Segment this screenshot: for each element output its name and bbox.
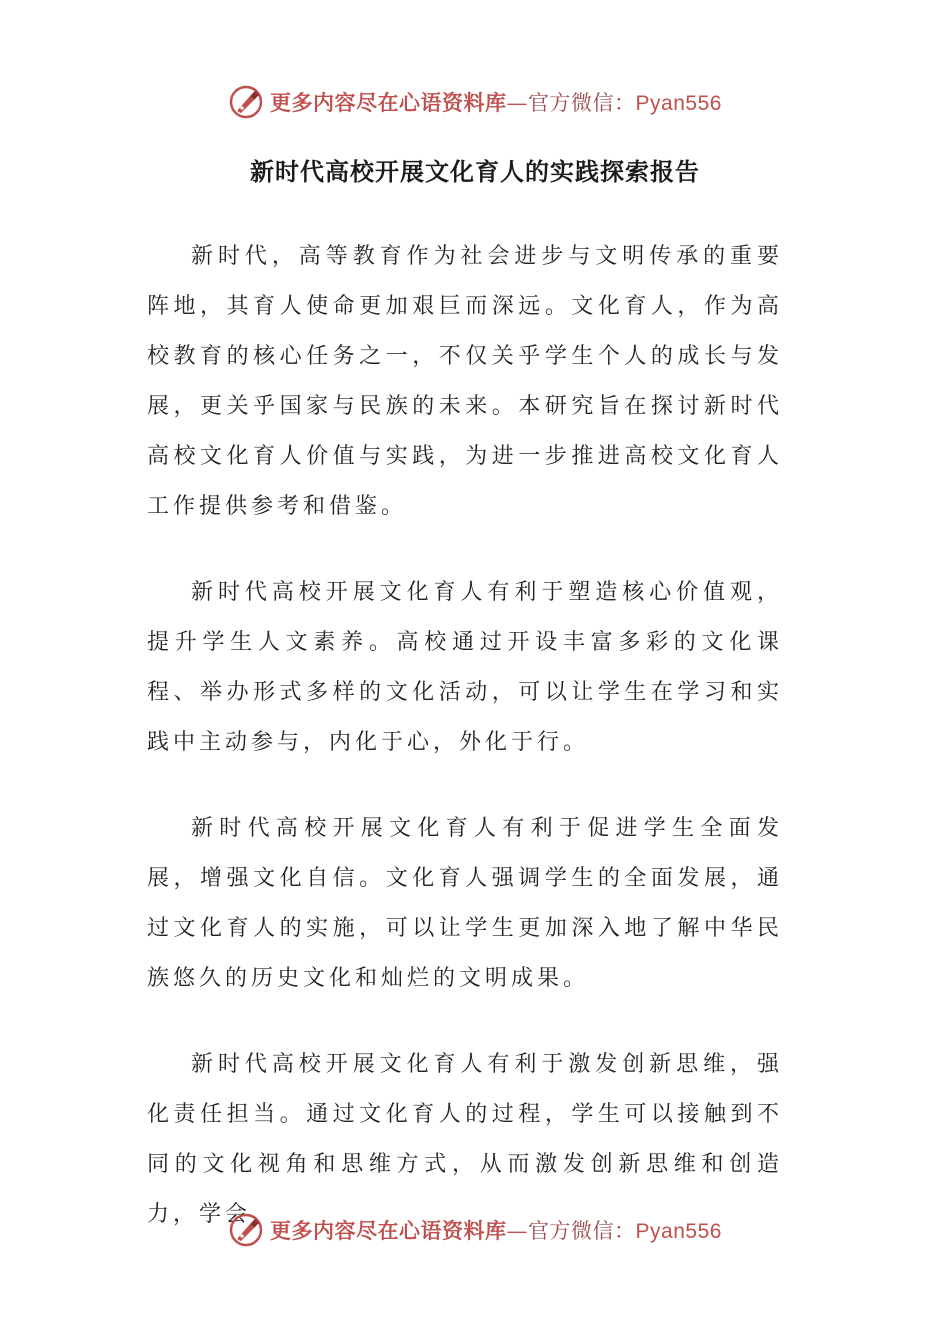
document-body (147, 232, 783, 1276)
paragraph: 新时代高校开展文化育人有利于塑造核心价值观，提升学生人文素养。高校通过开设丰富多彩的文化课程、举办形式多样的文化活动，可以让学生在学习和实践中主动参与，内化于心，外化于行。 (147, 580, 783, 755)
banner-site-text: 更多内容尽在心语资料库 (270, 90, 507, 115)
paragraph: 新时代高校开展文化育人有利于促进学生全面发展，增强文化自信。文化育人强调学生的全面发展，通过文化育人的实施，可以让学生更加深入地了解中华民族悠久的历史文化和灿烂的文明成果。 (147, 816, 783, 991)
pen-nib-logo-icon (228, 1212, 264, 1248)
banner-wechat-label: 官方微信： (528, 91, 636, 115)
header-watermark-banner (0, 82, 950, 122)
pen-nib-logo-icon (228, 84, 264, 120)
banner-site-text: 更多内容尽在心语资料库 (270, 1218, 507, 1243)
paragraph: 新时代，高等教育作为社会进步与文明传承的重要阵地，其育人使命更加艰巨而深远。文化育人，作为高校教育的核心任务之一，不仅关乎学生个人的成长与发展，更关乎国家与民族的未来。本研究旨在探讨新时代高校文化育人价值与实践，为进一步推进高校文化育人工作提供参考和借鉴。 (147, 244, 783, 519)
banner-wechat-id: Pyan556 (635, 92, 722, 115)
banner-separator: — (506, 91, 529, 115)
banner-wechat-id: Pyan556 (635, 1220, 722, 1243)
footer-watermark-banner (0, 1210, 950, 1250)
document-title: 新时代高校开展文化育人的实践探索报告 (250, 157, 700, 186)
banner-text (270, 87, 722, 117)
paragraph: 新时代高校开展文化育人有利于激发创新思维，强化责任担当。通过文化育人的过程，学生可以接触到不同的文化视角和思维方式，从而激发创新思维和创造力，学会 (147, 1052, 783, 1227)
banner-wechat-label: 官方微信： (528, 1219, 636, 1243)
banner-text (270, 1215, 722, 1245)
banner-separator: — (506, 1219, 529, 1243)
